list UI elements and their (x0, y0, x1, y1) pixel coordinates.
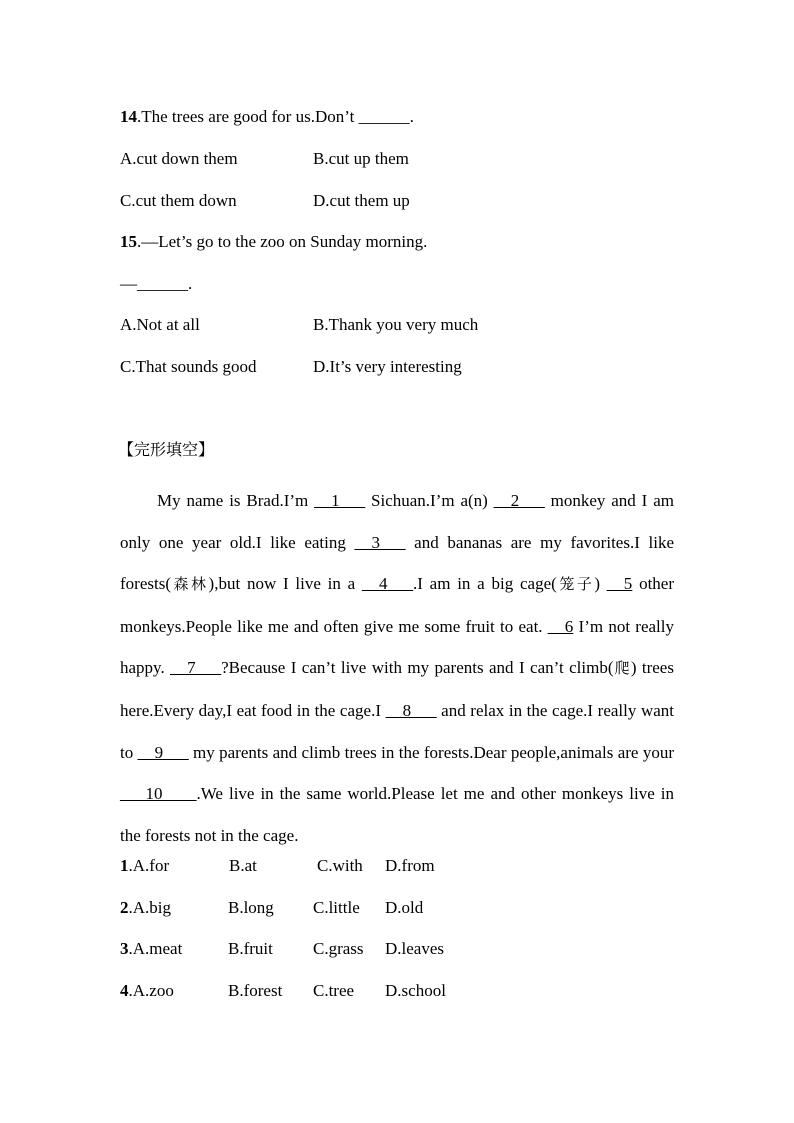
choice-number: 3 (120, 939, 129, 958)
choice-option-a: .A.zoo (128, 981, 174, 1000)
cloze-choice-2-option-b: B.long (228, 898, 274, 917)
cloze-passage-text (120, 480, 674, 856)
cloze-choice-3-option-b: B.fruit (228, 939, 273, 958)
question-15-reply: —______. (120, 274, 193, 293)
choice-option-a: .A.for (128, 856, 170, 875)
choice-option-a: .A.meat (128, 939, 183, 958)
cloze-blank: __8___ (385, 700, 437, 720)
question-14-option-c: C.cut them down (120, 191, 237, 210)
question-15-option-d: D.It’s very interesting (313, 357, 462, 376)
question-14-option-b: B.cut up them (313, 149, 409, 168)
cloze-choice-4-option-d: D.school (385, 981, 446, 1000)
cloze-text: ) (594, 574, 607, 594)
choice-option-a: .A.big (128, 898, 171, 917)
cloze-blank: __4___ (361, 574, 413, 594)
cloze-choice-3-option-c: C.grass (313, 939, 364, 958)
cloze-text: I’m not really happy. (120, 616, 674, 678)
cloze-text: and relax in the cage.I really want to (120, 700, 674, 762)
question-text: .—Let’s go to the zoo on Sunday morning. (137, 232, 428, 251)
cloze-text: and bananas are my favorites.I like forests( (120, 532, 674, 594)
cloze-text: other monkeys.People like me and often give me some fruit to eat. (120, 574, 674, 636)
cloze-choice-2-option-d: D.old (385, 898, 424, 917)
cloze-blank: __2___ (493, 491, 545, 510)
cloze-blank: ___10____ (120, 784, 197, 804)
cloze-text: .We live in the same world.Please let me and other monkeys live in the forests not in the cage. (120, 784, 674, 845)
cloze-choice-1 (120, 856, 169, 876)
cloze-text: My name is Brad.I’m (157, 491, 315, 510)
cloze-text: my parents and climb trees in the forests.Dear people,animals are your (188, 742, 674, 762)
cloze-choice-2 (120, 898, 171, 918)
cloze-blank: __3___ (354, 532, 406, 552)
cloze-choice-3 (120, 939, 182, 959)
cloze-choice-1-option-b: B.at (229, 856, 257, 875)
cloze-choice-4-option-c: C.tree (313, 981, 355, 1000)
cloze-blank: __1___ (314, 491, 366, 510)
question-14-option-d: D.cut them up (313, 191, 410, 210)
question-14-option-a: A.cut down them (120, 149, 238, 168)
choice-number: 4 (120, 981, 129, 1000)
question-15-stem (120, 232, 427, 252)
cloze-choice-1-option-d: D.from (385, 856, 435, 875)
cloze-text: .I am in a big cage( (412, 574, 557, 594)
cloze-blank: __7___ (170, 658, 222, 678)
cloze-passage (120, 480, 674, 856)
cloze-blank: __9___ (137, 742, 189, 762)
cloze-text: Sichuan.I’m a(n) (365, 491, 494, 510)
cloze-gloss: 笼子 (556, 575, 595, 594)
cloze-gloss: 爬 (613, 659, 631, 678)
cloze-text: monkey and I am only one year old.I like eating (120, 491, 674, 552)
cloze-text: ) trees here.Every day,I eat food in the cage.I (120, 658, 674, 720)
question-15-option-a: A.Not at all (120, 315, 200, 334)
cloze-choice-2-option-c: C.little (313, 898, 360, 917)
question-number: 14 (120, 107, 137, 126)
question-15-option-b: B.Thank you very much (313, 315, 479, 334)
cloze-blank: __6 (547, 616, 574, 636)
choice-number: 2 (120, 898, 129, 917)
cloze-choice-4-option-b: B.forest (228, 981, 283, 1000)
cloze-heading: 【完形填空】 (118, 440, 215, 459)
cloze-blank: __5 (606, 574, 633, 594)
cloze-gloss: 森林 (170, 575, 209, 594)
question-number: 15 (120, 232, 137, 251)
question-text: .The trees are good for us.Don’t ______. (137, 107, 414, 126)
cloze-choice-1-option-c: C.with (317, 856, 363, 875)
choice-number: 1 (120, 856, 129, 875)
cloze-text: ),but now I live in a (208, 574, 362, 594)
question-15-option-c: C.That sounds good (120, 357, 257, 376)
question-14-stem (120, 107, 414, 127)
cloze-choice-4 (120, 981, 174, 1001)
cloze-text: ?Because I can’t live with my parents and I can’t climb( (221, 658, 614, 678)
cloze-choice-3-option-d: D.leaves (385, 939, 445, 958)
